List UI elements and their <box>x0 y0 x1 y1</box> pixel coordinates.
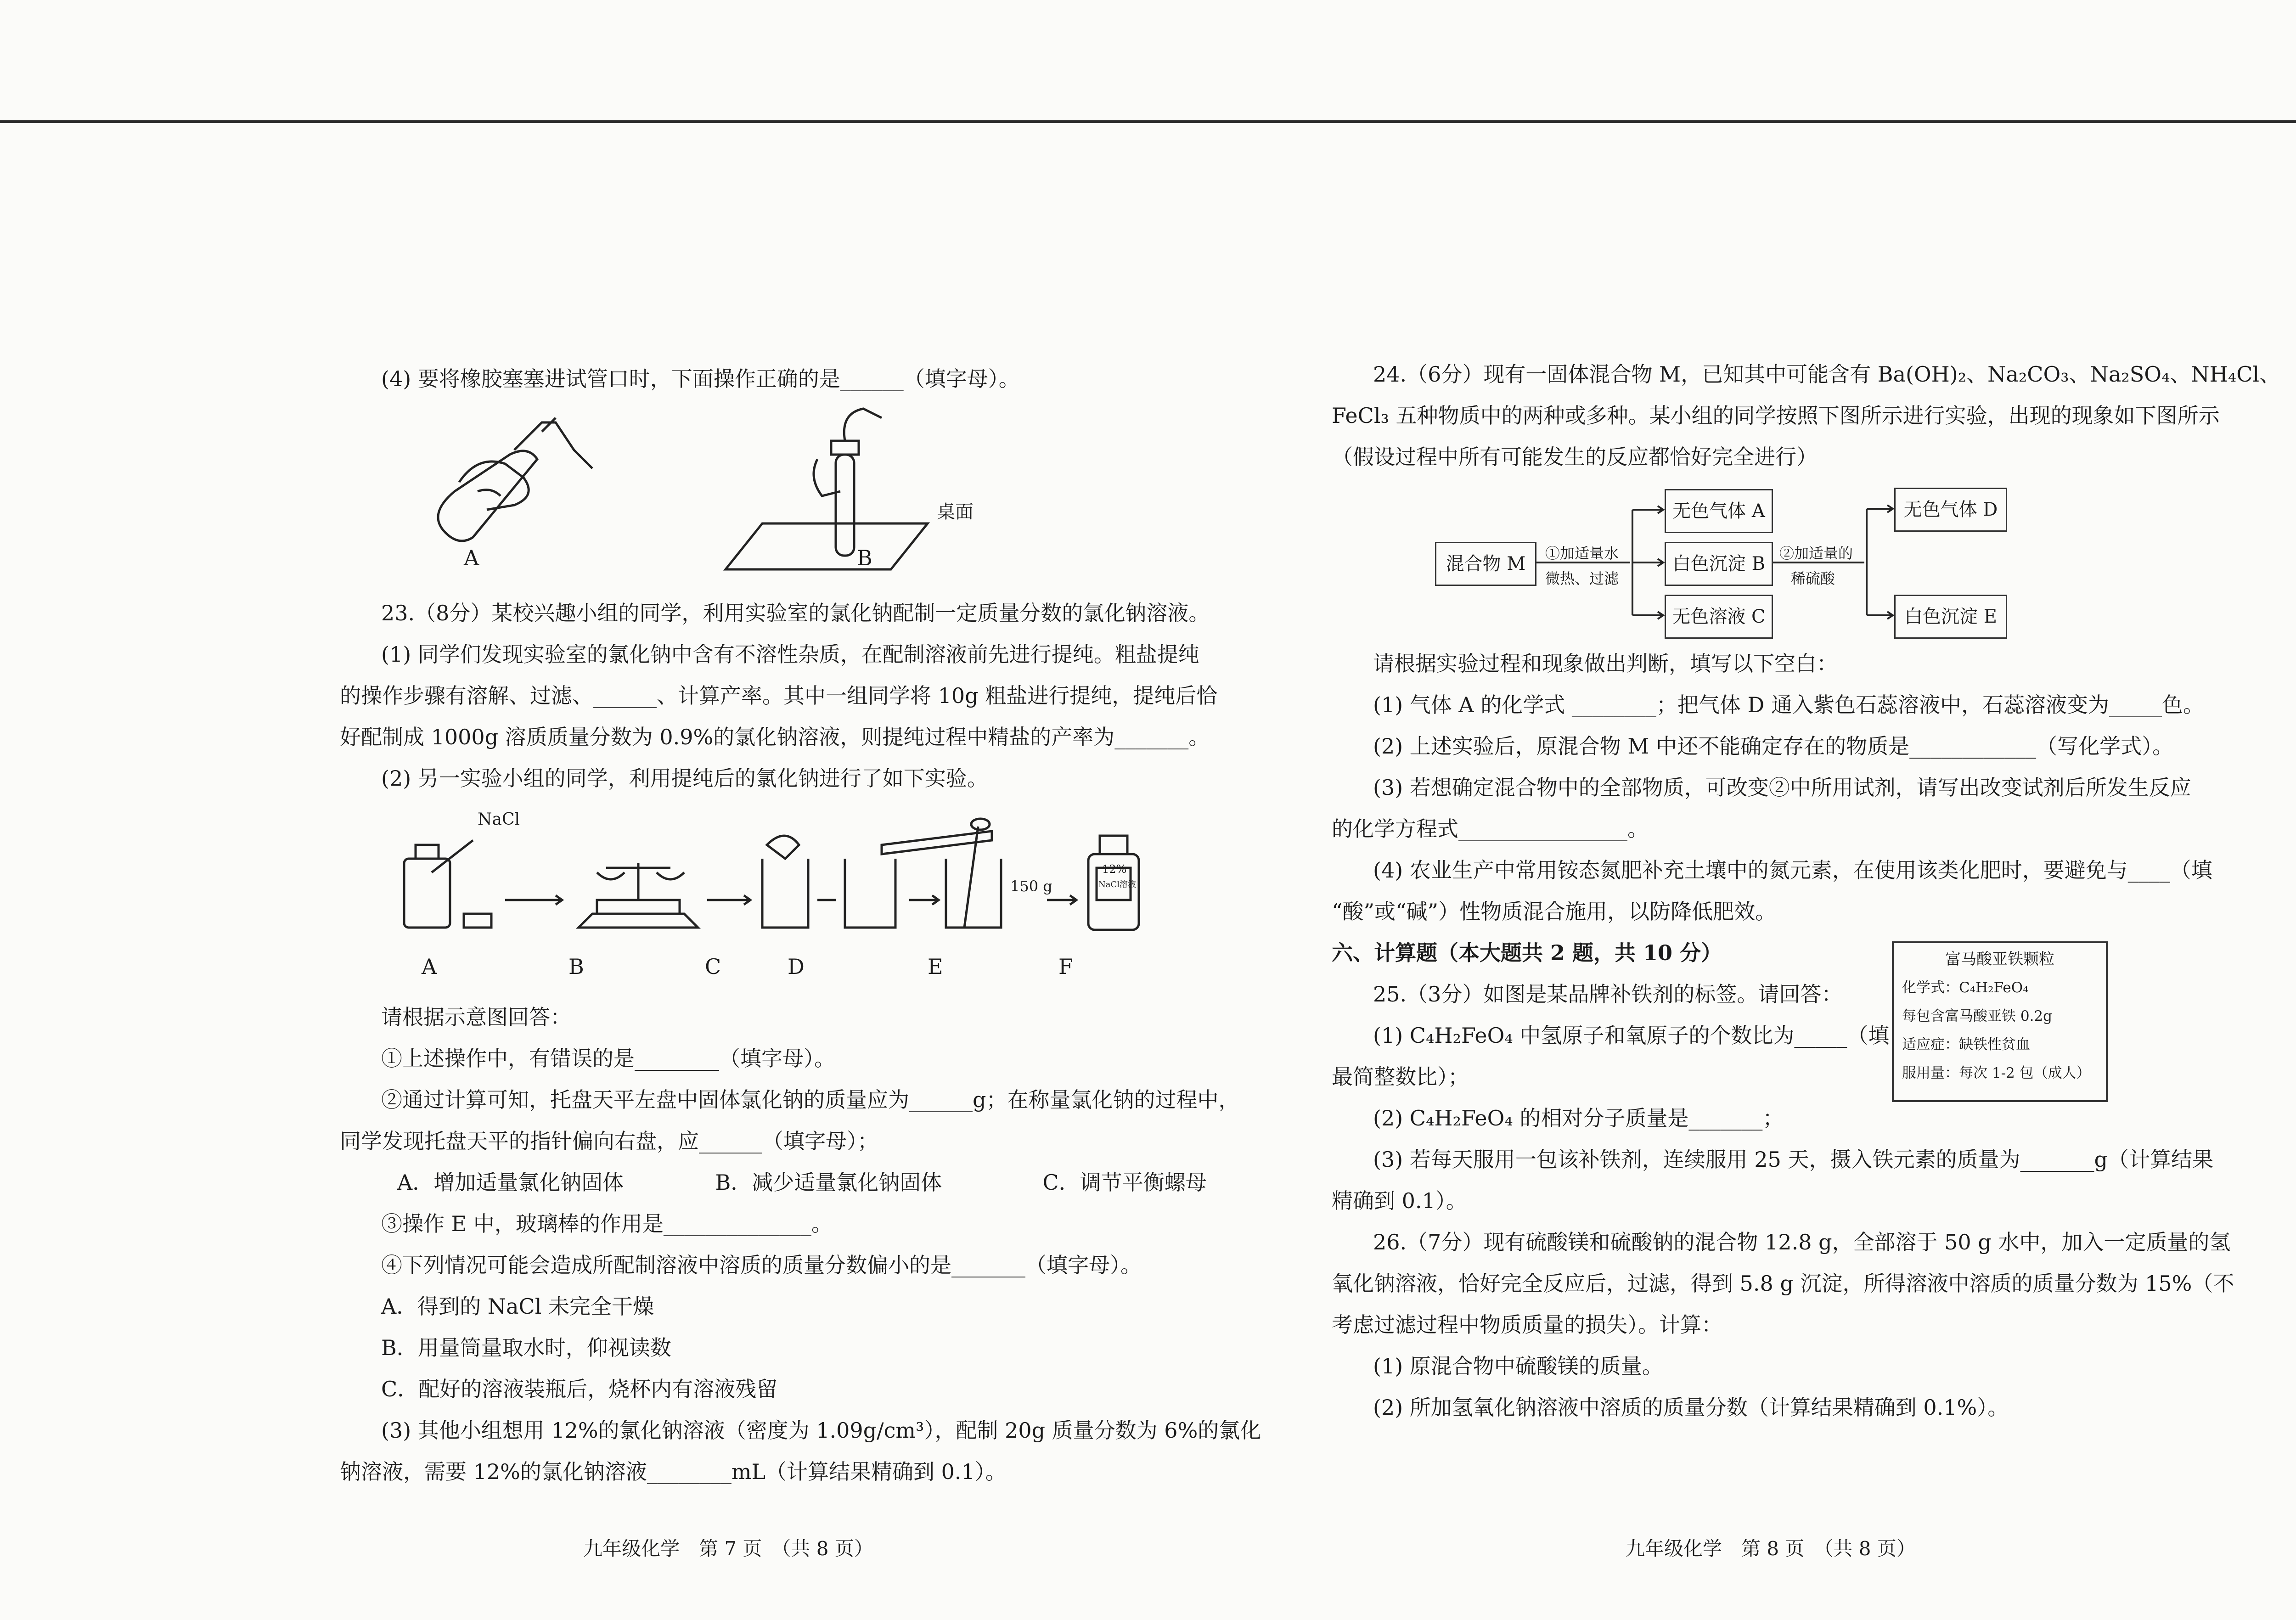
q24-line1: 24.（6分）现有一固体混合物 M，已知其中可能含有 Ba(OH)₂、Na₂CO₃、Na₂SO₄、NH₄Cl、 <box>1373 362 2281 387</box>
q24-1: (1) 气体 A 的化学式 ________；把气体 D 通入紫色石蕊溶液中，石蕊溶液变为_____色。 <box>1373 692 2204 717</box>
step1-line1: ①加适量水 <box>1545 545 1619 562</box>
q26-line2: 氧化钠溶液，恰好完全反应后，过滤，得到 5.8 g 沉淀，所得溶液中溶质的质量分数为 15%（不 <box>1332 1271 2234 1296</box>
label-title: 富马酸亚铁颗粒 <box>1945 950 2054 968</box>
q26-line1: 26.（7分）现有硫酸镁和硫酸钠的混合物 12.8 g，全部溶于 50 g 水中，加入一定质量的氢 <box>1373 1230 2231 1254</box>
q24-2: (2) 上述实验后，原混合物 M 中还不能确定存在的物质是____________（写化学式）。 <box>1373 734 2174 759</box>
q24-4-line2: “酸”或“碱”）性物质混合施用，以防降低肥效。 <box>1332 899 1777 924</box>
q25-2: (2) C₄H₂FeO₄ 的相对分子质量是_______； <box>1373 1106 1784 1131</box>
page-8 <box>1332 340 2281 478</box>
q24-line3: （假设过程中所有可能发生的反应都恰好完全进行） <box>1332 444 1818 469</box>
fig2-bottle-name: NaCl溶液 <box>1098 880 1137 889</box>
fig2-label-b: B <box>568 954 584 979</box>
fig2-150g-label: 150 g <box>1010 878 1052 895</box>
solution-prep-figure <box>340 799 1203 996</box>
box-precipitate-b: 白色沉淀 B <box>1665 542 1773 586</box>
q25-title: 25.（3分）如图是某品牌补铁剂的标签。请回答： <box>1373 982 1843 1007</box>
step2-line1: ②加适量的 <box>1779 545 1853 562</box>
page-7-footer: 九年级化学 第 7 页 （共 8 页） <box>583 1537 873 1560</box>
box-gas-a: 无色气体 A <box>1665 489 1773 533</box>
q23-3-line1: (3) 其他小组想用 12%的氯化钠溶液（密度为 1.09g/cm³），配制 20g 质量分数为 6%的氯化 <box>381 1418 1261 1443</box>
step2-line2: 稀硫酸 <box>1791 570 1835 587</box>
fig2-label-d: D <box>788 954 805 979</box>
fig1-label-a: A <box>464 546 479 570</box>
q24-prompt: 请根据实验过程和现象做出判断，填写以下空白： <box>1373 651 1838 676</box>
q23-s3: ③操作 E 中，玻璃棒的作用是______________。 <box>381 1211 833 1236</box>
q26-2: (2) 所加氢氧化钠溶液中溶质的质量分数（计算结果精确到 0.1%）。 <box>1373 1395 2009 1420</box>
option-b: B．减少适量氯化钠固体 <box>715 1170 942 1195</box>
q23-s4-opt-a: A．得到的 NaCl 未完全干燥 <box>381 1294 654 1319</box>
fig1-label-b: B <box>857 546 872 570</box>
option-a: A．增加适量氯化钠固体 <box>397 1170 624 1195</box>
q23-1-line1: (1) 同学们发现实验室的氯化钠中含有不溶性杂质，在配制溶液前先进行提纯。粗盐提纯 <box>381 642 1199 667</box>
page-7 <box>340 340 1261 1492</box>
fig2-nacl-label: NaCl <box>478 810 520 829</box>
q23-s2-line2: 同学发现托盘天平的指针偏向右盘，应______（填字母）； <box>340 1129 878 1153</box>
label-formula: 化学式：C₄H₂FeO₄ <box>1902 979 2029 996</box>
fig2-label-a: A <box>422 954 437 979</box>
fig2-label-e: E <box>928 954 943 979</box>
q23-2-text: (2) 另一实验小组的同学，利用提纯后的氯化钠进行了如下实验。 <box>381 766 988 791</box>
box-solution-c: 无色溶液 C <box>1665 595 1773 639</box>
fig2-label-c: C <box>705 954 721 979</box>
q25-1-line1: (1) C₄H₂FeO₄ 中氢原子和氧原子的个数比为_____（填 <box>1373 1023 1890 1048</box>
fig1-table-label: 桌面 <box>937 501 974 523</box>
section-6-title: 六、计算题（本大题共 2 题，共 10 分） <box>1332 940 1722 965</box>
iron-supplement-label <box>1892 941 2108 1102</box>
scan-edge-line <box>0 120 2296 123</box>
label-dosage: 服用量：每次 1-2 包（成人） <box>1902 1065 2091 1081</box>
step1-line2: 微热、过滤 <box>1545 570 1619 587</box>
q25-3-line1: (3) 若每天服用一包该补铁剂，连续服用 25 天，摄入铁元素的质量为_______g（计算结果 <box>1373 1147 2214 1172</box>
q23-s2-options <box>340 1162 1207 1203</box>
box-precipitate-e: 白色沉淀 E <box>1894 595 2007 639</box>
q23-s4-opt-c: C．配好的溶液装瓶后，烧杯内有溶液残留 <box>381 1377 778 1401</box>
q24-line2: FeCl₃ 五种物质中的两种或多种。某小组的同学按照下图所示进行实验，出现的现象如下图所示 <box>1332 403 2220 428</box>
q23-1-line3: 好配制成 1000g 溶质质量分数为 0.9%的氯化钠溶液，则提纯过程中精盐的产率为_______。 <box>340 725 1210 749</box>
label-content: 每包含富马酸亚铁 0.2g <box>1902 1008 2052 1024</box>
q23-s4-opt-b: B．用量筒量取水时，仰视读数 <box>381 1335 671 1360</box>
q23-s4: ④下列情况可能会造成所配制溶液中溶质的质量分数偏小的是_______（填字母）。 <box>381 1253 1142 1277</box>
q24-flowchart <box>1424 478 2158 643</box>
page-8-footer: 九年级化学 第 8 页 （共 8 页） <box>1626 1537 1916 1560</box>
fig2-label-f: F <box>1058 954 1073 979</box>
q23-3-line2: 钠溶液，需要 12%的氯化钠溶液________mL（计算结果精确到 0.1）。 <box>340 1459 1007 1484</box>
q23-s2-line1: ②通过计算可知，托盘天平左盘中固体氯化钠的质量应为______g；在称量氯化钠的过程中， <box>381 1087 1240 1112</box>
q26-line3: 考虑过滤过程中物质质量的损失）。计算： <box>1332 1312 1722 1337</box>
q24-3-line2: 的化学方程式________________。 <box>1332 816 1649 841</box>
fig2-bottle-percent: 12% <box>1102 863 1127 876</box>
q23-1-line2: 的操作步骤有溶解、过滤、______、计算产率。其中一组同学将 10g 粗盐进行提纯，提纯后恰 <box>340 683 1218 708</box>
label-indication: 适应症：缺铁性贫血 <box>1902 1036 2030 1053</box>
option-c: C．调节平衡螺母 <box>1042 1170 1207 1195</box>
box-mixture-m: 混合物 M <box>1435 542 1536 586</box>
q26-1: (1) 原混合物中硫酸镁的质量。 <box>1373 1354 1663 1378</box>
q25-1-line2: 最简整数比）； <box>1332 1064 1469 1089</box>
q23-title: 23.（8分）某校兴趣小组的同学，利用实验室的氯化钠配制一定质量分数的氯化钠溶液。 <box>381 601 1210 625</box>
q24-4-line1: (4) 农业生产中常用铵态氮肥补充土壤中的氮元素，在使用该类化肥时，要避免与____（填 <box>1373 858 2212 883</box>
answer-prompt: 请根据示意图回答： <box>381 1005 571 1029</box>
q24-3-line1: (3) 若想确定混合物中的全部物质，可改变②中所用试剂，请写出改变试剂后所发生反应 <box>1373 775 2191 800</box>
box-gas-d: 无色气体 D <box>1894 488 2007 532</box>
q25-3-line2: 精确到 0.1）。 <box>1332 1188 1467 1213</box>
q22-4-text: (4) 要将橡胶塞塞进试管口时，下面操作正确的是______（填字母）。 <box>381 366 1020 391</box>
rubber-stopper-figure <box>340 399 1203 592</box>
lab-steps-illustration <box>340 799 1203 996</box>
q23-s1: ①上述操作中，有错误的是________（填字母）。 <box>381 1046 835 1071</box>
